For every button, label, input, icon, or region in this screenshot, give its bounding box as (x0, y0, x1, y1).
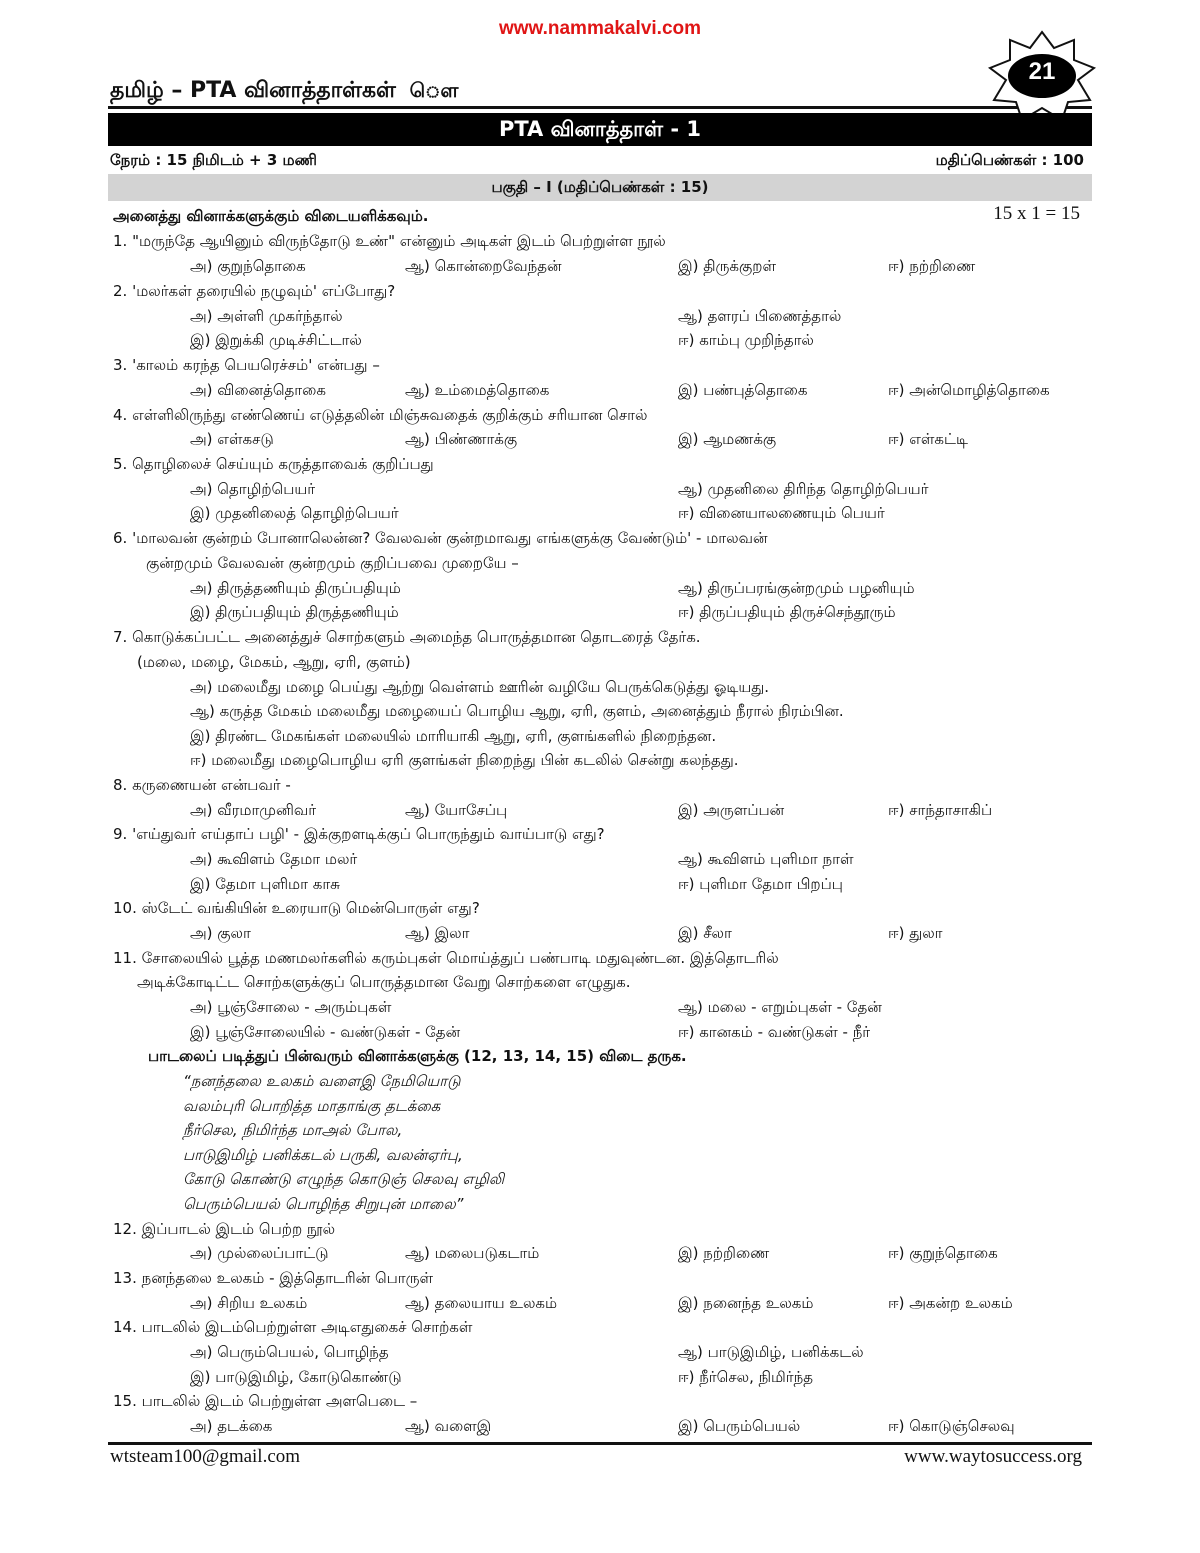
text-line: அ) குறுந்தொகை (190, 257, 306, 275)
text-line: 9. 'எய்துவர் எய்தாப் பழி' - இக்குறளடிக்குப் பொருந்தும் வாய்பாடு எது? (113, 825, 605, 843)
text-line: 6. 'மாலவன் குன்றம் போனாலென்ன? வேலவன் குன்றமாவது எங்களுக்கு வேண்டும்' - மாலவன் (113, 529, 768, 547)
text-line: ஈ) புளிமா தேமா பிறப்பு (678, 875, 843, 893)
text-line: பாடுஇமிழ் பனிக்கடல் பருகி, வலன்ஏர்பு, (183, 1146, 463, 1164)
text-line: ஈ) அகன்ற உலகம் (888, 1294, 1013, 1312)
site-watermark: www.nammakalvi.com (498, 18, 702, 39)
text-line: அ) முல்லைப்பாட்டு (190, 1244, 329, 1262)
paper-title-banner: PTA வினாத்தாள் - 1 (108, 113, 1092, 146)
text-line: ஆ) பாடுஇமிழ், பனிக்கடல் (678, 1343, 864, 1361)
text-line: ஈ) காம்பு முறிந்தால் (678, 331, 814, 349)
text-line: இ) தேமா புளிமா காசு (190, 875, 340, 893)
text-line: ஈ) எள்கட்டி (888, 430, 968, 448)
text-line: ஆ) உம்மைத்தொகை (405, 381, 550, 399)
text-line: ஈ) கானகம் - வண்டுகள் - நீர் (678, 1023, 871, 1041)
text-line: அ) திருத்தணியும் திருப்பதியும் (190, 579, 401, 597)
text-line: இ) பெரும்பெயல் (678, 1417, 801, 1435)
text-line: ஈ) திருப்பதியும் திருச்செந்தூரும் (678, 603, 896, 621)
text-line: அ) எள்கசடு (190, 430, 274, 448)
text-line: பெரும்பெயல் பொழிந்த சிறுபுன் மாலை” (183, 1195, 464, 1213)
marks-label: மதிப்பெண்கள் : 100 (935, 151, 1084, 169)
text-line: 11. சோலையில் பூத்த மணமலர்களில் கரும்புகள் மொய்த்துப் பண்பாடி மதுவுண்டன. இத்தொடரில் (113, 949, 779, 967)
text-line: அ) வினைத்தொகை (190, 381, 326, 399)
text-line: ஈ) மலைமீது மழைபொழிய ஏரி குளங்கள் நிறைந்து பின் கடலில் சென்று கலந்தது. (190, 751, 739, 769)
text-line: அ) தடக்கை (190, 1417, 273, 1435)
text-line: அ) தொழிற்பெயர் (190, 480, 316, 498)
text-line: ஆ) திருப்பரங்குன்றமும் பழனியும் (678, 579, 915, 597)
score-label: 15 x 1 = 15 (993, 203, 1080, 224)
time-label: நேரம் : 15 நிமிடம் + 3 மணி (110, 151, 317, 169)
text-line: அ) கூவிளம் தேமா மலர் (190, 850, 358, 868)
text-line: இ) இறுக்கி முடிச்சிட்டால் (190, 331, 362, 349)
text-line: ஆ) வளைஇ (405, 1417, 492, 1435)
text-line: (மலை, மழை, மேகம், ஆறு, ஏரி, குளம்) (137, 653, 411, 671)
text-line: அ) வீரமாமுனிவர் (190, 801, 317, 819)
footer-email: wtsteam100@gmail.com (110, 1446, 301, 1467)
text-line: அ) பெரும்பெயல், பொழிந்த (190, 1343, 389, 1361)
text-line: இ) நற்றிணை (678, 1244, 770, 1262)
text-line: இ) சீலா (678, 924, 732, 942)
text-line: 15. பாடலில் இடம் பெற்றுள்ள அளபெடை – (113, 1392, 418, 1410)
text-line: அ) பூஞ்சோலை - அரும்புகள் (190, 998, 392, 1016)
text-line: அடிக்கோடிட்ட சொற்களுக்குப் பொருத்தமான வேறு சொற்களை எழுதுக. (137, 973, 631, 991)
text-line: “நனந்தலை உலகம் வளைஇ நேமியொடு (183, 1072, 461, 1090)
text-line: 13. நனந்தலை உலகம் - இத்தொடரின் பொருள் (113, 1269, 434, 1287)
text-line: அ) மலைமீது மழை பெய்து ஆற்று வெள்ளம் ஊரின் வழியே பெருக்கெடுத்து ஓடியது. (190, 678, 769, 696)
text-line: 8. கருணையன் என்பவர் - (113, 776, 291, 794)
text-line: 12. இப்பாடல் இடம் பெற்ற நூல் (113, 1220, 336, 1238)
text-line: ஈ) வினையாலணையும் பெயர் (678, 504, 885, 522)
text-line: அ) குலா (190, 924, 251, 942)
text-line: வலம்புரி பொறித்த மாதாங்கு தடக்கை (183, 1097, 441, 1115)
text-line: இ) முதனிலைத் தொழிற்பெயர் (190, 504, 399, 522)
text-line: ஆ) தளரப் பிணைத்தால் (678, 307, 842, 325)
page-number-badge (986, 30, 1098, 122)
text-line: 7. கொடுக்கப்பட்ட அனைத்துச் சொற்களும் அமைந்த பொருத்தமான தொடரைத் தேர்க. (113, 628, 701, 646)
text-line: இ) பூஞ்சோலையில் - வண்டுகள் - தேன் (190, 1023, 461, 1041)
text-line: இ) திருப்பதியும் திருத்தணியும் (190, 603, 399, 621)
text-line: ஆ) பிண்ணாக்கு (405, 430, 518, 448)
text-line: ஆ) இலா (405, 924, 470, 942)
header-ornament-icon: ௌ (409, 78, 459, 102)
text-line: ஈ) நீர்செல, நிமிர்ந்த (678, 1368, 814, 1386)
text-line: இ) ஆமணக்கு (678, 430, 777, 448)
text-line: ஆ) மலை - எறும்புகள் - தேன் (678, 998, 882, 1016)
text-line: 10. ஸ்டேட் வங்கியின் உரையாடு மென்பொருள் எது? (113, 899, 480, 917)
page-header-title (110, 78, 458, 106)
text-line: ஆ) மலைபடுகடாம் (405, 1244, 540, 1262)
text-line: 3. 'காலம் கரந்த பெயரெச்சம்' என்பது – (113, 356, 380, 374)
text-line: நீர்செல, நிமிர்ந்த மாஅல் போல, (183, 1121, 403, 1139)
text-line: அ) அள்ளி முகர்ந்தால் (190, 307, 343, 325)
text-line: பாடலைப் படித்துப் பின்வரும் வினாக்களுக்கு (12, 13, 14, 15) விடை தருக. (148, 1047, 687, 1065)
text-line: கோடு கொண்டு எழுந்த கொடுஞ் செலவு எழிலி (183, 1170, 505, 1188)
page-number: 21 (1028, 58, 1056, 85)
text-line: 2. 'மலர்கள் தரையில் நழுவும்' எப்போது? (113, 282, 396, 300)
text-line: ஈ) நற்றிணை (888, 257, 976, 275)
text-line: 5. தொழிலைச் செய்யும் கருத்தாவைக் குறிப்பது (113, 455, 434, 473)
text-line: ஈ) அன்மொழித்தொகை (888, 381, 1050, 399)
text-line: இ) நனைந்த உலகம் (678, 1294, 814, 1312)
text-line: ஈ) குறுந்தொகை (888, 1244, 998, 1262)
text-line: ஆ) யோசேப்பு (405, 801, 508, 819)
text-line: இ) திரண்ட மேகங்கள் மலையில் மாரியாகி ஆறு, ஏரி, குளங்களில் நிறைந்தன. (190, 727, 717, 745)
text-line: ஆ) முதனிலை திரிந்த தொழிற்பெயர் (678, 480, 929, 498)
text-line: அ) சிறிய உலகம் (190, 1294, 308, 1312)
header-rule (108, 106, 1092, 109)
text-line: ஈ) கொடுஞ்செலவு (888, 1417, 1015, 1435)
text-line: 1. "மருந்தே ஆயினும் விருந்தோடு உண்" என்னும் அடிகள் இடம் பெற்றுள்ள நூல் (113, 232, 666, 250)
text-line: இ) பண்புத்தொகை (678, 381, 808, 399)
text-line: ஈ) சாந்தாசாகிப் (888, 801, 993, 819)
text-line: இ) அருளப்பன் (678, 801, 785, 819)
text-line: ஆ) கூவிளம் புளிமா நாள் (678, 850, 854, 868)
text-line: குன்றமும் வேலவன் குன்றமும் குறிப்பவை முறையே – (146, 554, 519, 572)
text-line: இ) பாடுஇமிழ், கோடுகொண்டு (190, 1368, 402, 1386)
text-line: ஆ) கருத்த மேகம் மலைமீது மழையைப் பொழிய ஆறு, ஏரி, குளம், அனைத்தும் நீரால் நிரம்பின. (190, 702, 844, 720)
header-title-text: தமிழ் – PTA வினாத்தாள்கள் (110, 78, 396, 103)
text-line: 14. பாடலில் இடம்பெற்றுள்ள அடிஎதுகைச் சொற்கள் (113, 1318, 473, 1336)
text-line: ஈ) துலா (888, 924, 943, 942)
text-line: ஆ) தலையாய உலகம் (405, 1294, 558, 1312)
footer-url: www.waytosuccess.org (904, 1446, 1082, 1467)
footer-rule (108, 1442, 1092, 1445)
part-heading: பகுதி – I (மதிப்பெண்கள் : 15) (108, 174, 1092, 201)
text-line: ஆ) கொன்றைவேந்தன் (405, 257, 562, 275)
text-line: 4. எள்ளிலிருந்து எண்ணெய் எடுத்தலின் மிஞ்சுவதைக் குறிக்கும் சரியான சொல் (113, 406, 648, 424)
instruction: அனைத்து வினாக்களுக்கும் விடையளிக்கவும். (113, 207, 429, 225)
text-line: இ) திருக்குறள் (678, 257, 776, 275)
